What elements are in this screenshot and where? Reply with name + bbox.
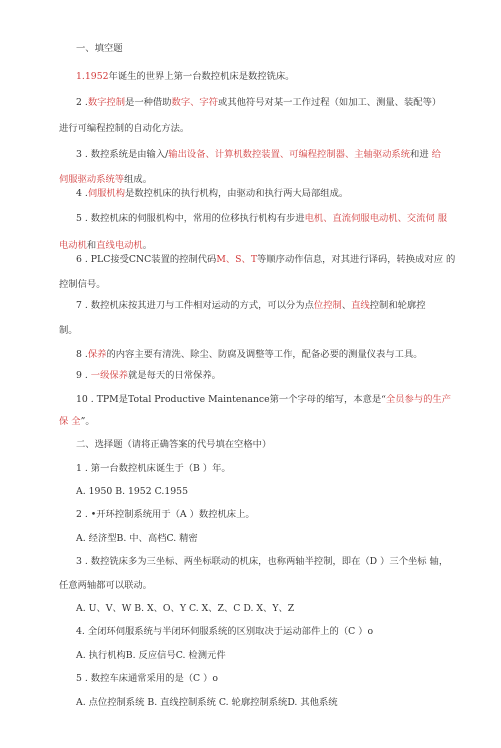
text-segment: 是一种借助	[125, 97, 172, 108]
text-line	[76, 97, 441, 109]
text-segment: 4 .	[76, 188, 88, 199]
text-line	[76, 43, 123, 55]
text-segment: ”。	[80, 416, 95, 427]
text-segment: 控制信号。	[59, 279, 106, 290]
text-segment: 年诞生的世界上第一台数控机床是数控铣床。	[108, 71, 295, 82]
text-segment: 和	[86, 240, 97, 251]
highlighted-text: 全员参与的生产	[385, 394, 452, 405]
text-segment: 、	[341, 300, 352, 311]
text-segment: 4. 全闭环伺服系统与半闭环伺服系统的区别取决于运动部件上的（C ）o	[76, 626, 374, 637]
highlighted-text: 数字、字符	[171, 97, 219, 108]
text-line	[76, 188, 348, 200]
text-segment: 6 . PLC接受CNC装置的控制代码	[76, 254, 217, 265]
text-segment: 5 . 数控车床通常采用的是（C ）o	[76, 673, 219, 684]
text-line	[59, 174, 152, 186]
highlighted-text: 直线电动机	[96, 240, 143, 251]
text-segment: 或其他符号对某一工作过程（如加工、测量、装配等）	[218, 97, 442, 108]
text-segment: 制。	[59, 325, 78, 336]
highlighted-text: 保养	[87, 349, 107, 360]
highlighted-text: 位控制	[313, 300, 342, 311]
text-line	[59, 325, 78, 337]
text-line	[76, 439, 271, 451]
highlighted-text: 伺服机构	[87, 188, 126, 199]
text-line	[76, 463, 231, 475]
text-segment: 1 . 第一台数控机床诞生于（B ）年。	[76, 463, 231, 474]
text-line	[76, 300, 426, 312]
text-line	[76, 370, 221, 382]
highlighted-text: 1.1952	[76, 71, 109, 82]
text-line	[76, 603, 294, 615]
text-segment: 2 . •开环控制系统用于（A ）数控机床上。	[76, 509, 255, 520]
text-line	[76, 213, 447, 225]
text-line	[76, 394, 451, 406]
highlighted-text: 伺服驱动系统等	[59, 174, 125, 185]
text-line	[76, 349, 423, 361]
text-segment: 组成。	[124, 174, 152, 185]
text-line	[76, 697, 338, 709]
text-segment: 10 . TPM是Total Productive Maintenance第一个字母的缩写，本意是“	[76, 394, 386, 405]
highlighted-text: 直线	[351, 300, 370, 311]
text-line	[76, 626, 373, 638]
text-segment: 2 .	[76, 97, 88, 108]
text-line	[76, 149, 441, 161]
text-segment: 。	[142, 240, 153, 251]
text-segment: 和进	[410, 149, 432, 160]
highlighted-text: 一级保养	[90, 370, 128, 381]
highlighted-text: 给	[431, 149, 441, 160]
text-segment: 是数控机床的执行机构，由驱动和执行两大局部组成。	[125, 188, 349, 199]
text-segment: 任意两轴都可以联动。	[59, 580, 152, 591]
text-line	[59, 279, 106, 291]
text-line	[76, 650, 226, 662]
text-segment: A. U、V、W B. X、O、Y C. X、Z、C D. X、Y、Z	[76, 603, 295, 614]
text-line	[76, 673, 218, 685]
text-segment: 一、填空题	[76, 43, 123, 54]
highlighted-text: 数字控制	[87, 97, 126, 108]
text-segment: 等顺序动作信息，对其进行译码，转换成对应 的	[257, 254, 456, 265]
text-segment: A. 经济型B. 中、高档C. 精密	[76, 533, 198, 544]
highlighted-text: 输出设备、计算机数控装置、可编程控制器、主轴驱动系统	[168, 149, 411, 160]
text-line	[59, 416, 95, 428]
text-segment: A. 点位控制系统 B. 直线控制系统 C. 轮廓控制系统D. 其他系统	[76, 697, 338, 708]
text-segment: 9 .	[76, 370, 91, 381]
text-segment: A. 执行机构B. 反应信号C. 检测元件	[76, 650, 226, 661]
text-segment: 二、选择题（请将正确答案的代号填在空格中）	[76, 439, 272, 450]
text-line	[76, 533, 198, 545]
highlighted-text: 电动机	[59, 240, 87, 251]
text-segment: 的内容主要有清洗、除尘、防腐及调整等工作，配备必要的测量仪表与工具。	[106, 349, 423, 360]
text-segment: 5 . 数控机床的伺服机构中，常用的位移执行机构有步进	[76, 213, 305, 224]
text-segment: 控制和轮廓控	[369, 300, 426, 311]
text-segment: 8 .	[76, 349, 88, 360]
highlighted-text: 电机、直流伺服电动机、交流伺 服	[304, 213, 448, 224]
text-line	[76, 556, 448, 568]
text-segment: 7 . 数控机床按其进刀与工件相对运动的方式，可以分为点	[76, 300, 314, 311]
text-segment: 3 . 数控系统是由输入/	[76, 149, 169, 160]
text-segment: A. 1950 B. 1952 C.1955	[76, 486, 188, 497]
text-segment: 就是每天的日常保养。	[127, 370, 221, 381]
text-line	[76, 509, 255, 521]
text-segment: 3 . 数控铣床多为三坐标、两坐标联动的机床，也称两轴半控制，即在（D ）三个坐标 轴，	[76, 556, 449, 567]
text-line	[59, 240, 152, 252]
highlighted-text: M、S、T	[216, 254, 258, 265]
text-line	[59, 580, 152, 592]
text-line	[76, 486, 188, 498]
text-segment: 进行可编程控制的自动化方法。	[59, 123, 190, 134]
text-line	[59, 123, 189, 135]
text-line	[76, 254, 455, 266]
text-line	[76, 71, 294, 83]
highlighted-text: 保 全	[59, 416, 81, 427]
